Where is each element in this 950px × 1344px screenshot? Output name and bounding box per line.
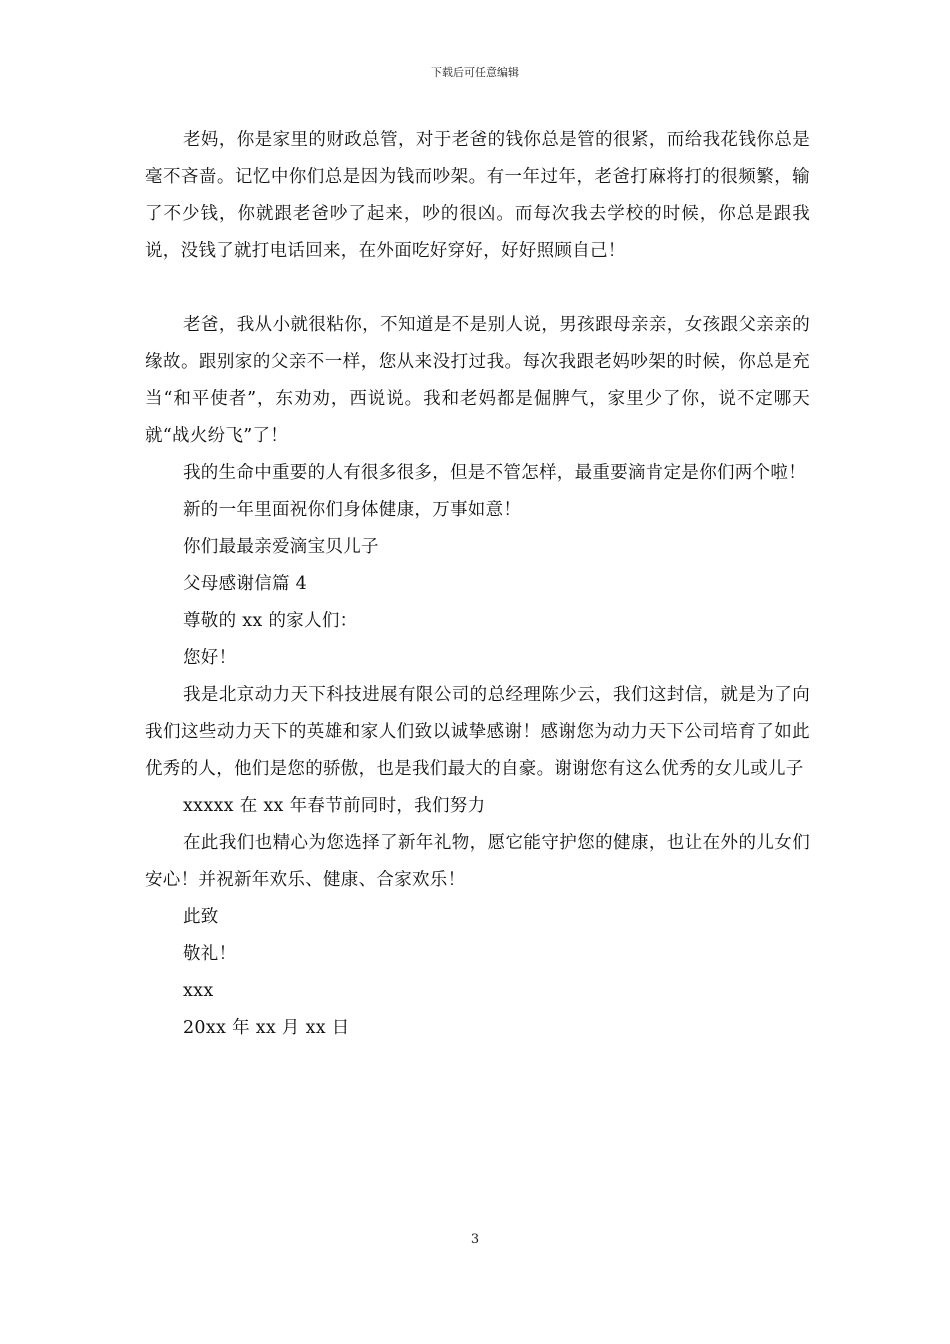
paragraph-new-year-wish: 新的一年里面祝你们身体健康，万事如意！	[183, 500, 522, 520]
document-body	[145, 122, 810, 1047]
paragraph-gift: 在此我们也精心为您选择了新年礼物，愿它能守护您的健康，也让在外的儿女们安心！并祝新年欢乐、健康、合家欢乐！	[145, 833, 810, 890]
paragraph-mother: 老妈，你是家里的财政总管，对于老爸的钱你总是管的很紧，而给我花钱你总是毫不吝啬。记忆中你们总是因为钱而吵架。有一年过年，老爸打麻将打的很频繁，输了不少钱，你就跟老爸吵了起来，吵的很凶。而每次我去学校的时候，你总是跟我说，没钱了就打电话回来，在外面吃好穿好，好好照顾自己！	[145, 130, 810, 261]
letter-greeting: 您好！	[183, 648, 237, 668]
paragraph-father: 老爸，我从小就很粘你，不知道是不是别人说，男孩跟母亲亲，女孩跟父亲亲的缘故。跟别家的父亲不一样，您从来没打过我。每次我跟老妈吵架的时候，你总是充当“和平使者”，东劝劝，西说说。我和老妈都是倔脾气，家里少了你，说不定哪天就“战火纷飞”了！	[145, 315, 810, 446]
closing-cizhi: 此致	[183, 907, 219, 927]
paragraph-important-people: 我的生命中重要的人有很多很多，但是不管怎样，最重要滴肯定是你们两个啦！	[183, 463, 806, 483]
closing-jingli: 敬礼！	[183, 944, 237, 964]
signature-name: xxx	[183, 981, 214, 1001]
paragraph-signature-son: 你们最最亲爱滴宝贝儿子	[183, 537, 379, 557]
page-header: 下载后可任意编辑	[431, 66, 519, 79]
signature-date: 20xx 年 xx 月 xx 日	[183, 1018, 350, 1038]
paragraph-spring-festival: xxxxx 在 xx 年春节前同时，我们努力	[183, 796, 486, 816]
section-title: 父母感谢信篇 4	[183, 574, 308, 594]
page-number: 3	[470, 1232, 480, 1247]
paragraph-company-thanks: 我是北京动力天下科技进展有限公司的总经理陈少云，我们这封信，就是为了向我们这些动力天下的英雄和家人们致以诚挚感谢！感谢您为动力天下公司培育了如此优秀的人，他们是您的骄傲，也是我们最大的自豪。谢谢您有这么优秀的女儿或儿子	[145, 685, 810, 779]
letter-salutation: 尊敬的 xx 的家人们：	[183, 611, 358, 631]
